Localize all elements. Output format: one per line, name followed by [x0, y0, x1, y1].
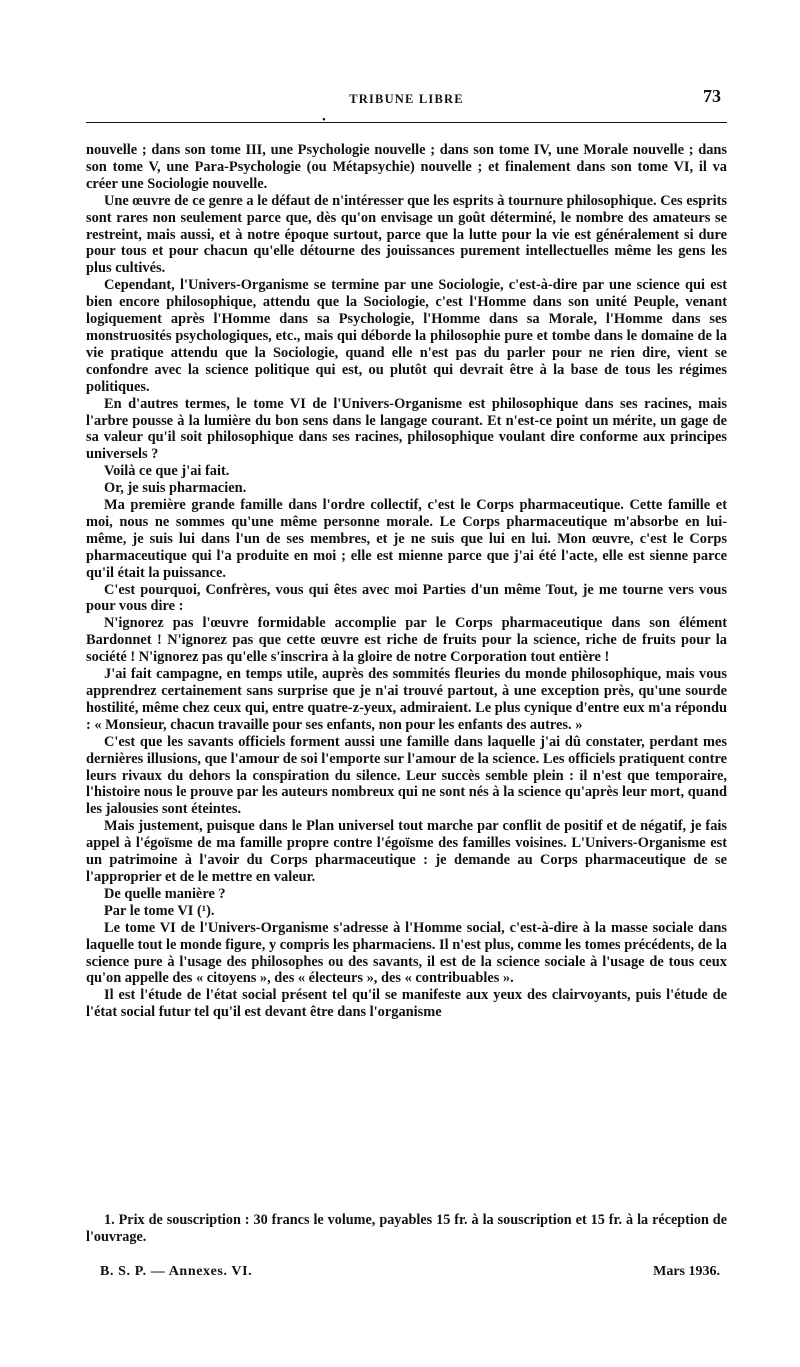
page-header: [86, 84, 727, 126]
paragraph: Or, je suis pharmacien.: [104, 480, 247, 497]
paragraph: Voilà ce que j'ai fait.: [104, 463, 230, 480]
paragraph: Cependant, l'Univers-Organisme se termine par une Sociologie, c'est-à-dire par une science qui est bien encore philosophique, attendu que la Sociologie, c'est l'Homme dans son unité Peuple, venant logiquement après l'Homme dans sa Psychologie, l'Homme dans sa Morale, l'Homme dans ses monstruosités psychologiques, etc., mais qui déborde la philosophie pure et tombe dans le domaine de la vie pratique attendu que la Sociologie, quand elle n'est pas du parler pour ne rien dire, vient se confondre avec la science politique qui est, ou plutôt qui devrait être à la base de tous les régimes politiques.: [86, 277, 727, 395]
page: [86, 84, 727, 1279]
page-number: 73: [703, 86, 721, 106]
paragraph: De quelle manière ?: [104, 885, 226, 902]
footnote: 1. Prix de souscription : 30 francs le volume, payables 15 fr. à la souscription et 15 fr. à la réception de l'ouvrage.: [86, 1212, 727, 1245]
paragraph: Le tome VI de l'Univers-Organisme s'adresse à l'Homme social, c'est-à-dire à la masse sociale dans laquelle tout le monde figure, y compris les pharmaciens. Il n'est plus, comme les tomes précédents, de la science pure à l'usage des philosophes ou des savants, il est de la science sociale à l'usage de tous ceux qu'on appelle des « citoyens », des « électeurs », des « contribuables ».: [86, 919, 727, 987]
paragraph: C'est pourquoi, Confrères, vous qui êtes avec moi Parties d'un même Tout, je me tourne vers vous pour vous dire :: [86, 581, 727, 615]
footer-publication: B. S. P. — Annexes. VI.: [100, 1264, 253, 1279]
paragraph: Une œuvre de ce genre a le défaut de n'intéresser que les esprits à tournure philosophique. Ces esprits sont rares non seulement parce que, dès qu'on envisage un goût déterminé, le nombre des amateurs se restreint, mais aussi, et à notre époque surtout, parce que la lutte pour la vie est généralement si dure pour tous et pour chacun qu'elle détourne des jouissances purement intellectuelles même les gens les plus cultivés.: [86, 192, 727, 277]
paragraph: N'ignorez pas l'œuvre formidable accomplie par le Corps pharmaceutique dans son élément Bardonnet ! N'ignorez pas que cette œuvre est riche de fruits pour la science, riche de fruits pour la société ! N'ignorez pas qu'elle s'inscrira à la gloire de notre Corporation tout entière !: [86, 615, 727, 666]
paragraph: Il est l'étude de l'état social présent tel qu'il se manifeste aux yeux des clairvoyants, puis l'étude de l'état social futur tel qu'il est devant être dans l'organisme: [86, 987, 727, 1021]
paragraph: C'est que les savants officiels forment aussi une famille dans laquelle j'ai dû constater, perdant mes dernières illusions, que l'amour de soi l'emporte sur l'amour de la science. Les officiels pratiquent contre leurs rivaux du dehors la conspiration du silence. Leur succès semble plein : il n'est que temporaire, l'histoire nous le prouve par les auteurs nombreux qui ne sont nés à la science qu'après leur mort, quand les jalousies sont éteintes.: [86, 733, 727, 818]
paragraph: J'ai fait campagne, en temps utile, auprès des sommités fleuries du monde philosophique, mais vous apprendrez certainement sans surprise que je n'ai trouvé partout, à une exception près, qu'une sourde hostilité, même chez ceux qui, entre quatre-z-yeux, admiraient. Le plus cynique d'entre eux m'a répondu : « Monsieur, chacun travaille pour ses enfants, non pour les enfants des autres. »: [86, 666, 727, 733]
paragraph: Mais justement, puisque dans le Plan universel tout marche par conflit de positif et de négatif, je fais appel à l'égoïsme de ma famille propre contre l'égoïsme des familles voisines. L'Univers-Organisme est un patrimoine à l'avoir du Corps pharmaceutique : je demande au Corps pharmaceutique de se l'approprier et de le mettre en valeur.: [86, 818, 727, 885]
body-text: [86, 142, 727, 1021]
footer-date: Mars 1936.: [653, 1264, 720, 1279]
running-title: TRIBUNE LIBRE: [349, 92, 464, 106]
paragraph: En d'autres termes, le tome VI de l'Univers-Organisme est philosophique dans ses racines, mais l'arbre pousse à la lumière du bon sens dans le langage courant. Et n'est-ce point un mérite, un gage de sa valeur qu'il soit philosophique dans ses racines, philosophique voulant dire conforme aux principes universels ?: [86, 395, 727, 463]
paragraph: nouvelle ; dans son tome III, une Psychologie nouvelle ; dans son tome IV, une Morale nouvelle ; dans son tome V, une Para-Psychologie (ou Métapsychie) nouvelle ; et finalement dans son tome VI, il va créer une Sociologie nouvelle.: [86, 142, 727, 192]
paragraph: Par le tome VI (¹).: [104, 902, 215, 919]
paragraph: Ma première grande famille dans l'ordre collectif, c'est le Corps pharmaceutique. Cette famille et moi, nous ne sommes qu'une même personne morale. Le Corps pharmaceutique m'absorbe en lui-même, je suis lui dans l'un de ses membres, et je ne suis que lui en lui. Mon œuvre, c'est le Corps pharmaceutique qui l'a produite en moi ; elle est mienne parce que j'ai été l'acte, elle est sienne parce qu'il était la puissance.: [86, 497, 727, 581]
header-dot: •: [322, 114, 326, 126]
header-rule: [86, 122, 727, 123]
